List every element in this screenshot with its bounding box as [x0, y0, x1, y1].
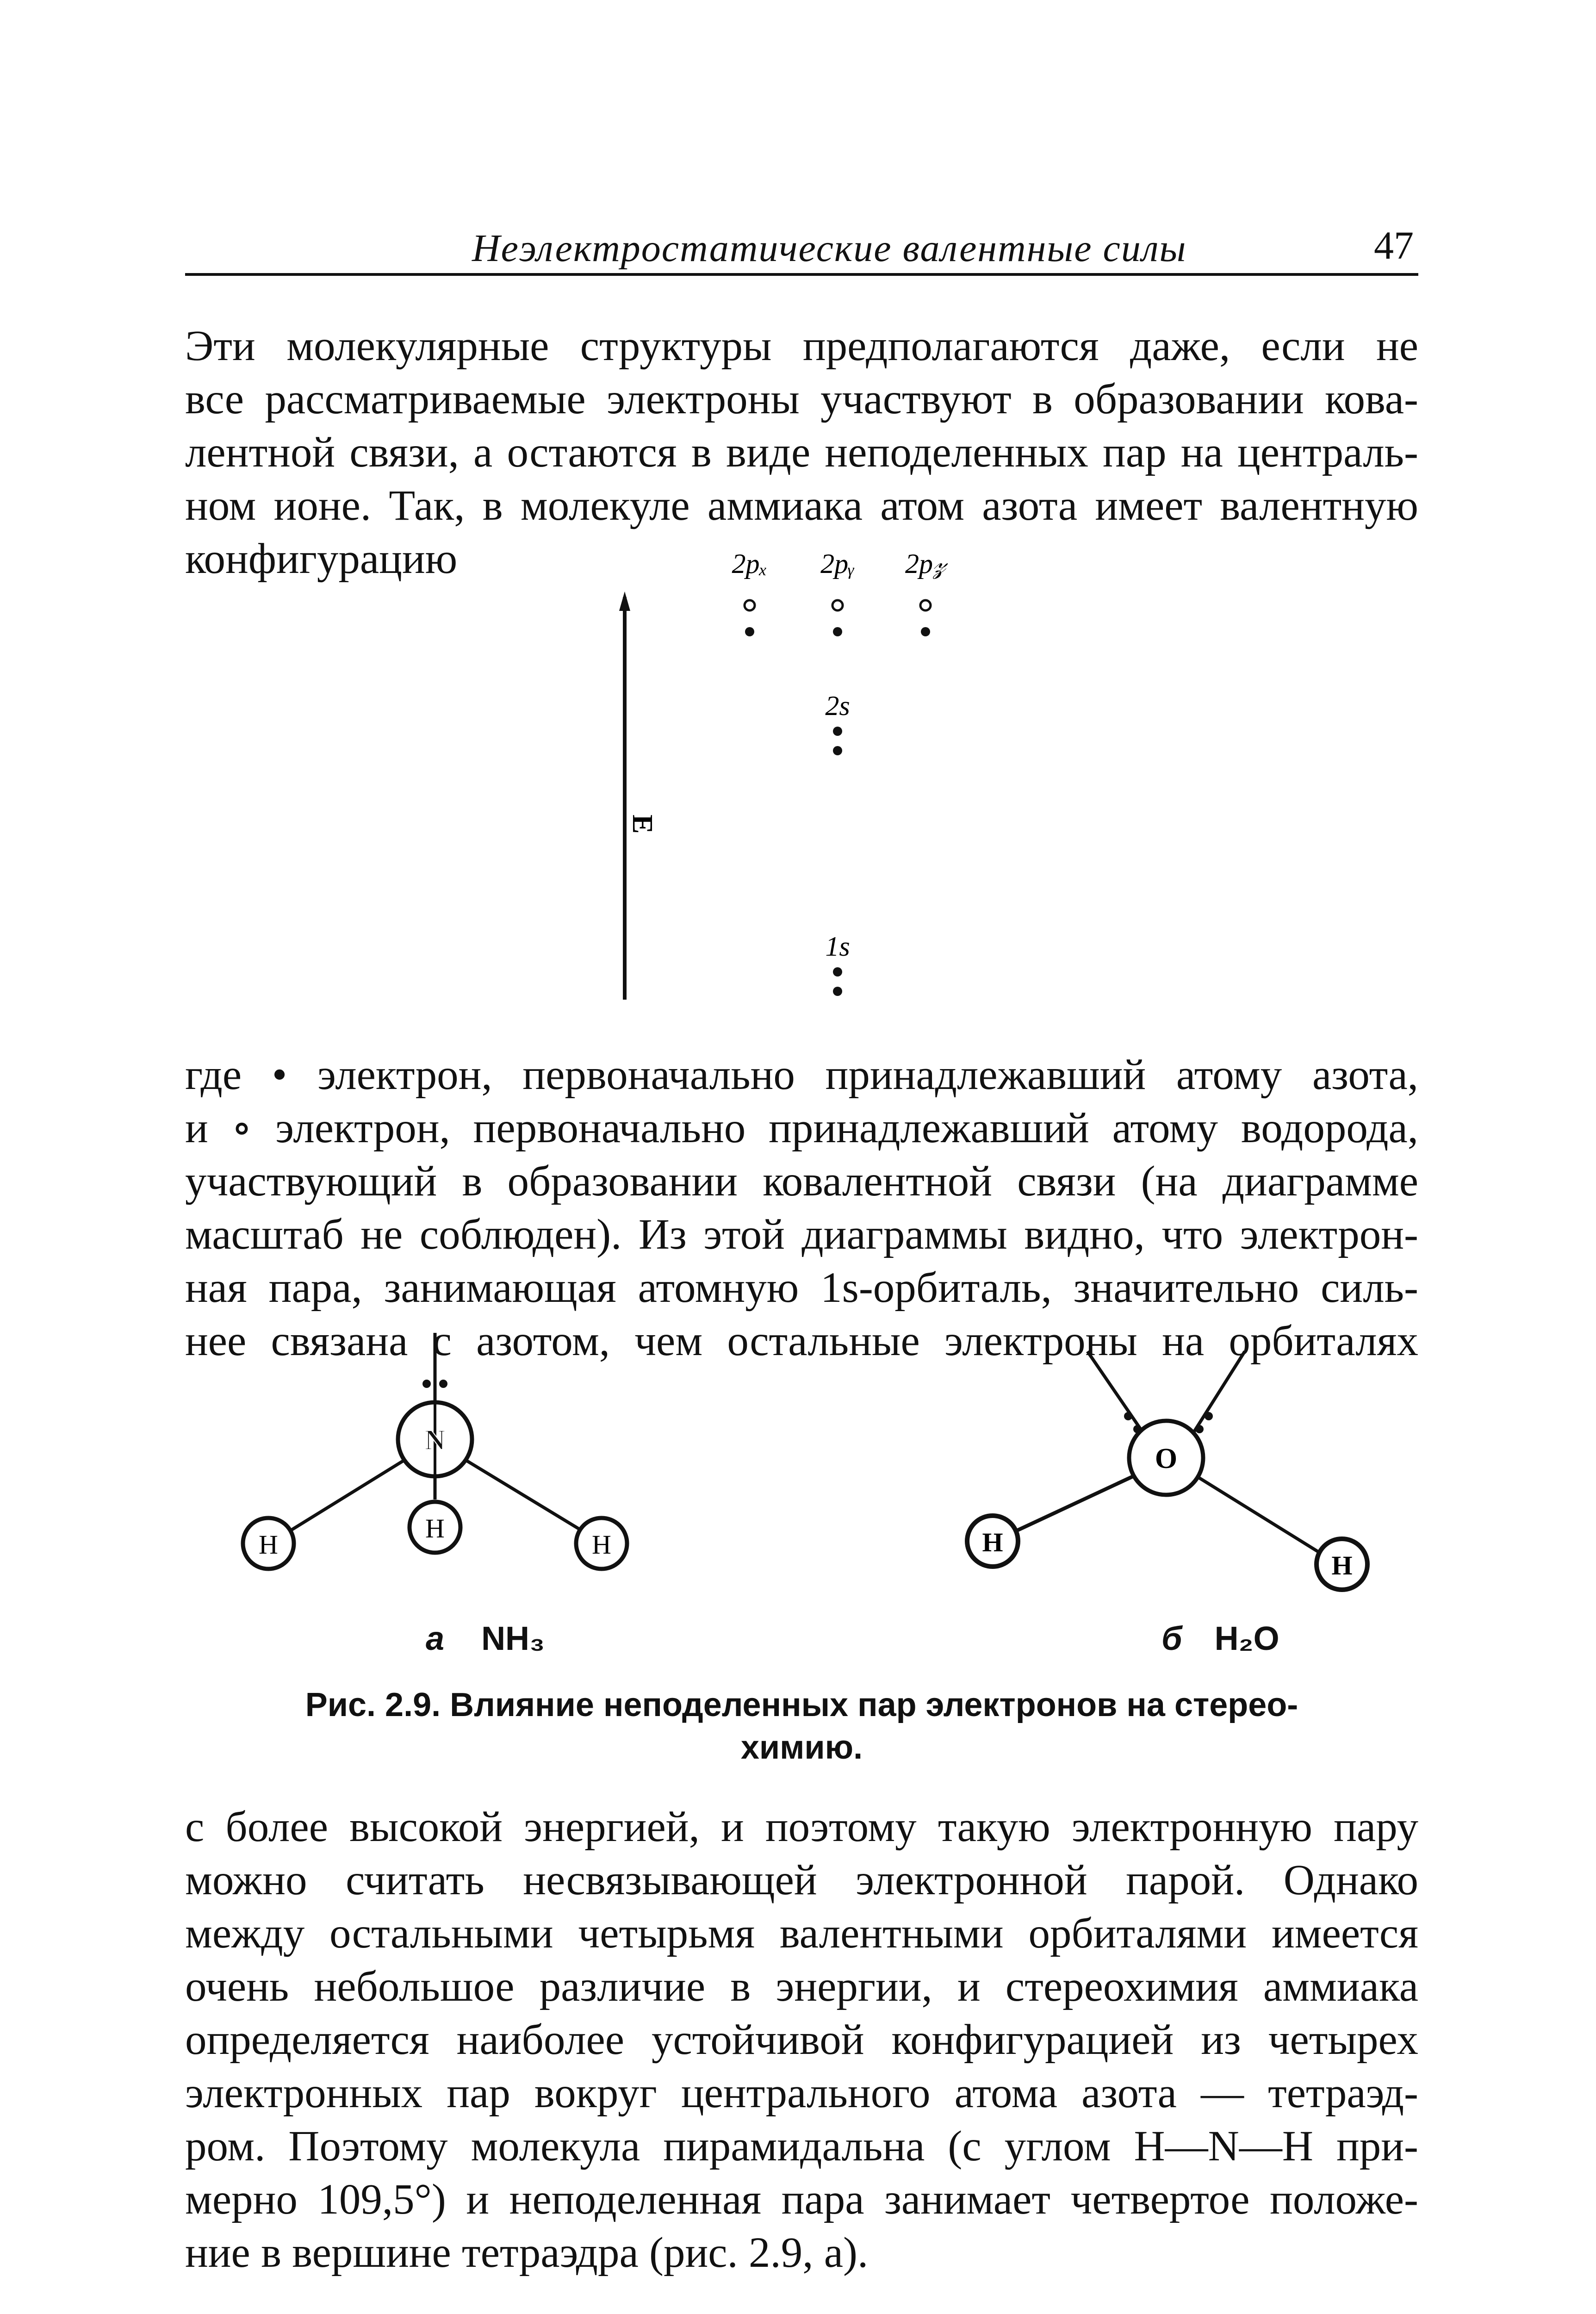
text-line: конфигурацию — [185, 535, 458, 583]
caption-line: химию. — [740, 1729, 863, 1766]
hydrogen-symbol: H — [425, 1513, 445, 1543]
lone-pair-electron-icon — [1205, 1412, 1213, 1420]
hydrogen-electron-icon — [920, 600, 931, 610]
orbital-label-2py: 2pᵧ — [820, 548, 855, 579]
running-header — [185, 222, 1418, 276]
figure-caption — [185, 1684, 1418, 1769]
nitrogen-electron-icon — [833, 727, 842, 736]
text-line: с более высокой энергией, и поэтому такую электронную пару — [185, 1803, 1418, 1851]
energy-axis-arrow — [619, 591, 630, 611]
h2o-molecule-diagram — [949, 1342, 1411, 1620]
orbital-energy-diagram — [578, 537, 1087, 1018]
page-number: 47 — [1374, 223, 1414, 267]
hydrogen-symbol: H — [1331, 1550, 1353, 1580]
orbital-label-2s: 2s — [825, 690, 850, 721]
nitrogen-electron-icon — [833, 746, 842, 755]
bond-line — [1004, 1472, 1143, 1536]
orbital-label-1s: 1s — [825, 931, 850, 962]
text-line: нее связана с азотом, чем остальные электроны на орбиталях — [185, 1317, 1418, 1365]
nh3-molecule-diagram — [231, 1324, 694, 1611]
text-line: мерно 109,5°) и неподеленная пара занимает четвертое положе- — [185, 2176, 1418, 2223]
nitrogen-electron-icon — [921, 627, 930, 636]
nitrogen-symbol: N — [424, 1424, 446, 1456]
text-line: очень небольшое различие в энергии, и стереохимия аммиака — [185, 1963, 1418, 2010]
paragraph-legend — [185, 1048, 1418, 1368]
bond-line — [1189, 1472, 1323, 1555]
text-line: и ∘ электрон, первоначально принадлежавший атому водорода, — [185, 1104, 1418, 1152]
subfigure-label-a — [426, 1620, 545, 1658]
subfigure-letter: б — [1161, 1620, 1182, 1657]
text-line: масштаб не соблюден). Из этой диаграммы видно, что электрон- — [185, 1211, 1418, 1258]
subfigure-label-b — [1161, 1620, 1279, 1658]
text-line: между остальными четырьмя валентными орбиталями имеется — [185, 1910, 1418, 1957]
subfigure-formula: H₂O — [1214, 1620, 1279, 1657]
subfigure-formula: NH₃ — [481, 1620, 545, 1657]
text-line: Эти молекулярные структуры предполагаются даже, если не — [185, 322, 1418, 370]
text-line: электронных пар вокруг центрального атома азота — тетраэд- — [185, 2069, 1418, 2117]
text-line: ром. Поэтому молекула пирамидальна (с углом H—N—H при- — [185, 2122, 1418, 2170]
lone-pair-electron-icon — [1195, 1425, 1204, 1433]
text-line: где • электрон, первоначально принадлежавший атому азота, — [185, 1051, 1418, 1099]
text-line: лентной связи, а остаются в виде неподеленных пар на централь- — [185, 429, 1418, 476]
text-line: можно считать несвязывающей электронной парой. Однако — [185, 1856, 1418, 1904]
lone-pair-electron-icon — [422, 1380, 431, 1388]
hydrogen-symbol: H — [592, 1530, 611, 1560]
hydrogen-symbol: H — [982, 1527, 1003, 1557]
lone-pair-electron-icon — [439, 1380, 447, 1388]
hydrogen-electron-icon — [832, 600, 843, 610]
paragraph-conclusion — [185, 1800, 1418, 2279]
oxygen-symbol: O — [1155, 1443, 1178, 1474]
running-title: Неэлектростатические валентные силы — [472, 227, 1187, 270]
text-line: все рассматриваемые электроны участвуют в образовании кова- — [185, 375, 1418, 423]
nitrogen-electron-icon — [833, 987, 842, 996]
lone-pair-electron-icon — [1124, 1412, 1132, 1420]
text-line: ная пара, занимающая атомную 1s-орбиталь, значительно силь- — [185, 1264, 1418, 1312]
orbital-label-2px: 2pₓ — [732, 548, 768, 579]
subfigure-letter: а — [426, 1620, 445, 1657]
bond-line — [285, 1456, 412, 1534]
bond-line — [458, 1456, 588, 1534]
text-line: определяется наиболее устойчивой конфигурацией из четырех — [185, 2016, 1418, 2064]
orbital-label-2pz: 2p𝓏 — [905, 548, 946, 579]
hydrogen-symbol: H — [259, 1530, 278, 1560]
nitrogen-electron-icon — [833, 967, 842, 977]
nitrogen-electron-icon — [745, 627, 754, 636]
text-line: участвующий в образовании ковалентной связи (на диаграмме — [185, 1157, 1418, 1205]
caption-line: Рис. 2.9. Влияние неподеленных пар электронов на стерео- — [305, 1686, 1298, 1723]
energy-axis-label: E — [627, 815, 658, 834]
text-line: ние в вершине тетраэдра (рис. 2.9, а). — [185, 2229, 869, 2277]
text-line: ном ионе. Так, в молекуле аммиака атом азота имеет валентную — [185, 482, 1418, 529]
hydrogen-electron-icon — [745, 600, 755, 610]
nitrogen-electron-icon — [833, 627, 842, 636]
